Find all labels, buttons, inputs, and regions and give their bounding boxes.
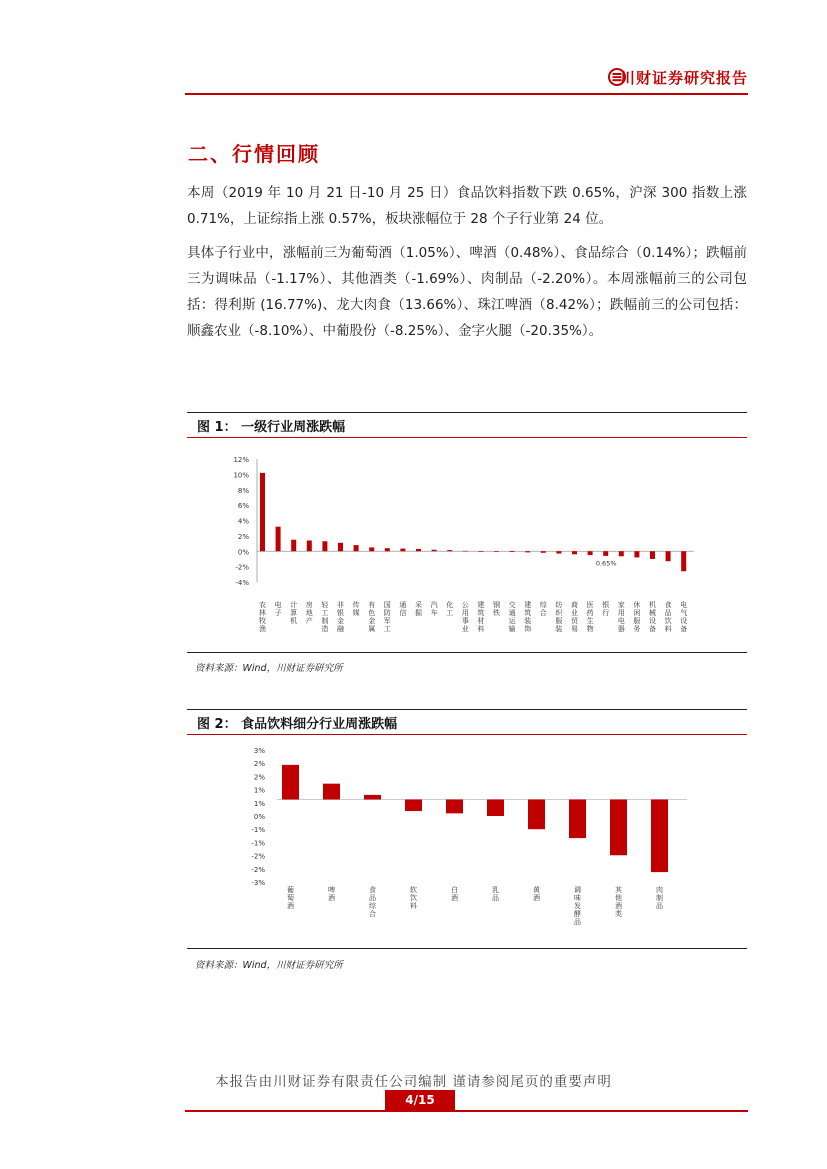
x-tick-label <box>680 600 687 633</box>
header-title: 川财证券研究报告 <box>619 69 748 87</box>
svg-text:酵: 酵 <box>574 910 581 918</box>
svg-text:媒: 媒 <box>352 609 360 617</box>
bar <box>588 551 593 555</box>
svg-text:服: 服 <box>633 617 641 625</box>
svg-text:有: 有 <box>368 601 376 609</box>
svg-text:用: 用 <box>461 609 469 617</box>
y-tick-label: 10% <box>233 471 249 480</box>
svg-text:调: 调 <box>574 886 581 894</box>
svg-text:萄: 萄 <box>287 894 294 902</box>
x-tick-label <box>410 885 417 910</box>
x-tick-label <box>415 600 422 617</box>
svg-text:饮: 饮 <box>410 894 417 902</box>
svg-text:传: 传 <box>352 601 360 609</box>
svg-text:工: 工 <box>446 609 454 617</box>
svg-text:防: 防 <box>383 609 391 617</box>
svg-text:闲: 闲 <box>633 609 641 617</box>
bar <box>651 800 668 873</box>
y-tick-label: -2% <box>251 852 265 861</box>
bar <box>569 800 586 839</box>
svg-text:啤: 啤 <box>328 886 335 894</box>
x-tick-label <box>649 600 656 633</box>
x-tick-label <box>615 885 623 918</box>
bar <box>510 551 515 552</box>
svg-text:通: 通 <box>508 609 516 617</box>
svg-text:葡: 葡 <box>287 886 294 894</box>
svg-text:综: 综 <box>369 902 376 910</box>
svg-text:建: 建 <box>524 601 532 609</box>
svg-text:电: 电 <box>680 601 688 609</box>
x-tick-label <box>665 600 672 633</box>
x-tick-label <box>399 600 406 617</box>
bar <box>463 551 468 552</box>
svg-text:合: 合 <box>539 609 547 617</box>
svg-text:酒: 酒 <box>451 894 458 902</box>
svg-text:电: 电 <box>274 601 282 609</box>
svg-text:品: 品 <box>656 902 663 910</box>
svg-text:家: 家 <box>617 601 625 609</box>
svg-text:品: 品 <box>492 894 499 902</box>
svg-text:贸: 贸 <box>571 617 578 625</box>
x-tick-label <box>446 600 453 617</box>
bar <box>487 800 504 817</box>
y-tick-label: 12% <box>233 456 249 464</box>
svg-text:渔: 渔 <box>259 625 266 633</box>
bar <box>276 527 281 552</box>
svg-text:白: 白 <box>451 886 458 894</box>
x-tick-label <box>533 885 541 902</box>
x-tick-label <box>602 600 609 617</box>
svg-text:制: 制 <box>321 617 329 625</box>
svg-text:化: 化 <box>446 601 454 609</box>
x-tick-label <box>477 600 484 633</box>
paragraph-detail: 具体子行业中，涨幅前三为葡萄酒（1.05%）、啤酒（0.48%）、食品综合（0.14%）；跌幅前三为调味品（-1.17%）、其他酒类（-1.69%）、肉制品（-2.20%）。本周涨幅前三的公司包括：得利斯 (16.77%)、龙大肉食（13.66%）、珠江啤酒（8.42%）；跌幅前三的公司包括：顺鑫农业（-8.10%）、中葡股份（-8.25%）、金字火腿（-20.35%）。 <box>187 245 747 339</box>
svg-text:设: 设 <box>680 617 688 625</box>
bar <box>572 551 577 554</box>
figure-1-header <box>187 412 747 438</box>
bar <box>416 549 421 551</box>
y-tick-label: 1% <box>253 799 265 808</box>
svg-text:商: 商 <box>571 601 578 609</box>
bar <box>405 800 422 812</box>
x-tick-label <box>290 600 297 625</box>
bar <box>634 551 639 557</box>
bar <box>447 550 452 551</box>
chart-industry-weekly <box>187 437 747 652</box>
svg-text:备: 备 <box>680 625 688 633</box>
svg-text:务: 务 <box>633 625 641 633</box>
svg-text:公: 公 <box>461 601 469 609</box>
svg-text:计: 计 <box>290 601 298 609</box>
y-tick-label: -1% <box>251 839 265 848</box>
bar <box>307 540 312 551</box>
x-tick-label <box>524 600 531 633</box>
bar <box>610 800 627 856</box>
svg-text:银: 银 <box>602 601 610 609</box>
bar <box>323 784 340 800</box>
bar <box>282 765 299 800</box>
svg-text:品: 品 <box>369 894 376 902</box>
figure-2-title: 图 2： 食品饮料细分行业周涨跌幅 <box>197 717 398 732</box>
svg-text:备: 备 <box>649 625 656 633</box>
x-tick-label <box>328 885 335 902</box>
svg-text:工: 工 <box>383 625 391 633</box>
svg-text:饮: 饮 <box>664 617 672 625</box>
x-tick-label <box>618 600 625 633</box>
y-tick-label: 2% <box>237 532 249 541</box>
svg-text:金: 金 <box>337 617 344 625</box>
svg-text:设: 设 <box>649 617 656 625</box>
footer-rule <box>185 1110 748 1112</box>
x-tick-label <box>492 885 499 902</box>
x-tick-label <box>368 600 375 633</box>
svg-text:装: 装 <box>555 625 563 633</box>
svg-text:软: 软 <box>410 886 417 894</box>
bar <box>541 551 546 553</box>
figure-2-header <box>187 709 747 735</box>
svg-text:车: 车 <box>430 609 438 617</box>
svg-text:事: 事 <box>461 617 469 625</box>
svg-text:掘: 掘 <box>415 609 422 617</box>
bar <box>338 543 343 551</box>
y-tick-label: 6% <box>237 502 249 511</box>
bar <box>650 551 655 559</box>
bar <box>432 550 437 552</box>
figure-1-title: 图 1： 一级行业周涨跌幅 <box>197 420 346 435</box>
svg-text:味: 味 <box>574 894 581 902</box>
svg-text:物: 物 <box>586 625 594 633</box>
bar <box>260 473 265 551</box>
svg-text:信: 信 <box>399 609 407 617</box>
svg-text:酒: 酒 <box>615 902 622 910</box>
svg-text:发: 发 <box>574 902 581 910</box>
svg-text:采: 采 <box>415 601 422 609</box>
svg-text:军: 军 <box>383 617 391 625</box>
x-tick-label <box>509 600 517 633</box>
svg-text:工: 工 <box>321 609 329 617</box>
svg-text:轻: 轻 <box>321 601 329 609</box>
svg-text:铁: 铁 <box>493 609 500 617</box>
svg-text:融: 融 <box>337 625 344 633</box>
svg-text:地: 地 <box>305 609 313 617</box>
svg-text:材: 材 <box>477 617 485 625</box>
svg-text:牧: 牧 <box>259 617 266 625</box>
svg-text:通: 通 <box>399 601 407 609</box>
svg-text:器: 器 <box>617 625 625 633</box>
bar <box>291 540 296 552</box>
svg-text:服: 服 <box>555 617 563 625</box>
svg-text:建: 建 <box>477 601 485 609</box>
x-tick-label <box>587 601 594 633</box>
svg-text:酒: 酒 <box>533 894 540 902</box>
data-label: 0.65% <box>595 559 617 568</box>
svg-text:易: 易 <box>571 625 578 633</box>
svg-text:房: 房 <box>305 601 313 609</box>
svg-text:料: 料 <box>410 902 417 910</box>
bar <box>369 547 374 551</box>
svg-text:品: 品 <box>574 918 581 926</box>
x-tick-label <box>656 885 663 910</box>
svg-text:生: 生 <box>586 617 594 625</box>
svg-text:非: 非 <box>337 601 344 609</box>
figure-2-source: 资料来源：Wind，川财证券研究所 <box>195 960 343 971</box>
y-tick-label: 0% <box>253 813 265 821</box>
svg-text:料: 料 <box>477 625 485 633</box>
x-tick-label <box>369 885 377 918</box>
svg-text:运: 运 <box>508 617 516 625</box>
bar <box>603 551 608 556</box>
y-tick-label: 2% <box>253 773 265 782</box>
svg-text:其: 其 <box>615 886 622 894</box>
svg-text:输: 输 <box>508 625 516 633</box>
y-tick-label: 1% <box>253 786 265 795</box>
svg-text:造: 造 <box>321 625 329 633</box>
x-tick-label <box>540 600 548 617</box>
svg-text:子: 子 <box>274 609 282 617</box>
x-tick-label <box>275 600 282 617</box>
svg-text:织: 织 <box>555 609 563 617</box>
svg-text:交: 交 <box>508 601 516 609</box>
svg-text:汽: 汽 <box>430 601 438 609</box>
y-tick-label: -4% <box>235 579 249 587</box>
x-tick-label <box>287 885 294 910</box>
svg-text:国: 国 <box>383 601 391 609</box>
x-tick-label <box>633 600 640 633</box>
y-tick-label: 8% <box>237 486 249 495</box>
svg-text:属: 属 <box>368 625 376 633</box>
x-tick-label <box>493 600 500 617</box>
x-tick-label <box>571 600 579 633</box>
bar <box>681 551 686 571</box>
section-title: 二、行情回顾 <box>188 142 320 166</box>
svg-text:农: 农 <box>259 601 266 609</box>
svg-text:林: 林 <box>259 609 266 617</box>
x-tick-label <box>462 601 469 633</box>
svg-text:色: 色 <box>368 609 376 617</box>
svg-text:机: 机 <box>290 617 298 625</box>
svg-text:他: 他 <box>615 894 622 902</box>
svg-text:气: 气 <box>680 609 688 617</box>
x-tick-label <box>306 600 313 625</box>
page-header <box>185 60 748 96</box>
svg-text:药: 药 <box>586 609 594 617</box>
svg-text:饰: 饰 <box>524 625 532 633</box>
svg-text:算: 算 <box>290 609 298 617</box>
footer-notice: 本报告由川财证券有限责任公司编制 谨请参阅尾页的重要声明 <box>215 1074 612 1090</box>
svg-text:类: 类 <box>615 910 622 918</box>
svg-text:休: 休 <box>633 601 641 609</box>
bar <box>354 545 359 551</box>
svg-text:金: 金 <box>368 617 376 625</box>
y-tick-label: -2% <box>251 865 265 874</box>
x-tick-label <box>574 886 581 926</box>
svg-text:电: 电 <box>617 617 625 625</box>
figure-2-box <box>187 734 747 949</box>
svg-text:食: 食 <box>369 886 376 894</box>
svg-text:纺: 纺 <box>555 601 563 609</box>
svg-text:产: 产 <box>305 617 313 625</box>
bar <box>528 800 545 830</box>
svg-text:合: 合 <box>369 910 376 918</box>
x-tick-label <box>353 600 360 617</box>
svg-text:业: 业 <box>571 609 578 617</box>
svg-text:机: 机 <box>649 601 656 609</box>
svg-text:筑: 筑 <box>477 609 485 617</box>
svg-text:行: 行 <box>602 609 610 617</box>
y-tick-label: -2% <box>235 563 249 572</box>
x-tick-label <box>259 600 266 633</box>
figure-1-source: 资料来源：Wind，川财证券研究所 <box>195 663 343 674</box>
x-tick-label <box>555 600 563 633</box>
svg-text:食: 食 <box>664 601 672 609</box>
bar <box>556 551 561 553</box>
bar <box>525 551 530 552</box>
svg-text:筑: 筑 <box>524 609 532 617</box>
svg-text:业: 业 <box>461 625 469 633</box>
svg-text:酒: 酒 <box>328 894 335 902</box>
x-tick-label <box>451 885 458 902</box>
bar <box>619 551 624 556</box>
svg-text:品: 品 <box>664 609 672 617</box>
y-tick-label: 2% <box>253 760 265 769</box>
svg-text:酒: 酒 <box>287 902 294 910</box>
bar <box>666 551 671 561</box>
svg-text:用: 用 <box>617 609 625 617</box>
bar <box>322 541 327 551</box>
svg-text:乳: 乳 <box>492 886 499 894</box>
page-number: 4/15 <box>385 1090 455 1110</box>
paragraph-summary: 本周（2019 年 10 月 21 日-10 月 25 日）食品饮料指数下跌 0.65%，沪深 300 指数上涨 0.71%，上证综指上涨 0.57%，板块涨幅位于 28 个子行业第 24 位。 <box>187 185 747 227</box>
svg-text:械: 械 <box>649 609 656 617</box>
x-tick-label <box>337 600 345 633</box>
bar <box>400 549 405 552</box>
figure-1-box <box>187 437 747 653</box>
bar <box>446 800 463 814</box>
bar <box>364 795 381 800</box>
y-tick-label: -3% <box>251 879 265 887</box>
svg-text:钢: 钢 <box>493 601 500 609</box>
bar <box>385 548 390 551</box>
svg-text:综: 综 <box>539 601 547 609</box>
x-tick-label <box>384 600 391 633</box>
svg-text:银: 银 <box>337 609 344 617</box>
y-tick-label: 0% <box>237 548 249 557</box>
bar <box>494 551 499 552</box>
y-tick-label: 4% <box>237 517 249 526</box>
bar <box>478 551 483 552</box>
svg-text:料: 料 <box>664 625 672 633</box>
svg-text:装: 装 <box>524 617 532 625</box>
svg-text:医: 医 <box>586 601 594 609</box>
x-tick-label <box>431 600 438 617</box>
y-tick-label: 3% <box>253 747 265 755</box>
y-tick-label: -1% <box>251 826 265 835</box>
chart-food-beverage-subsector <box>187 734 747 948</box>
header-rule <box>185 93 748 95</box>
svg-text:肉: 肉 <box>656 886 663 894</box>
svg-text:黄: 黄 <box>533 886 540 894</box>
x-tick-label <box>321 600 329 633</box>
svg-text:制: 制 <box>656 894 663 902</box>
